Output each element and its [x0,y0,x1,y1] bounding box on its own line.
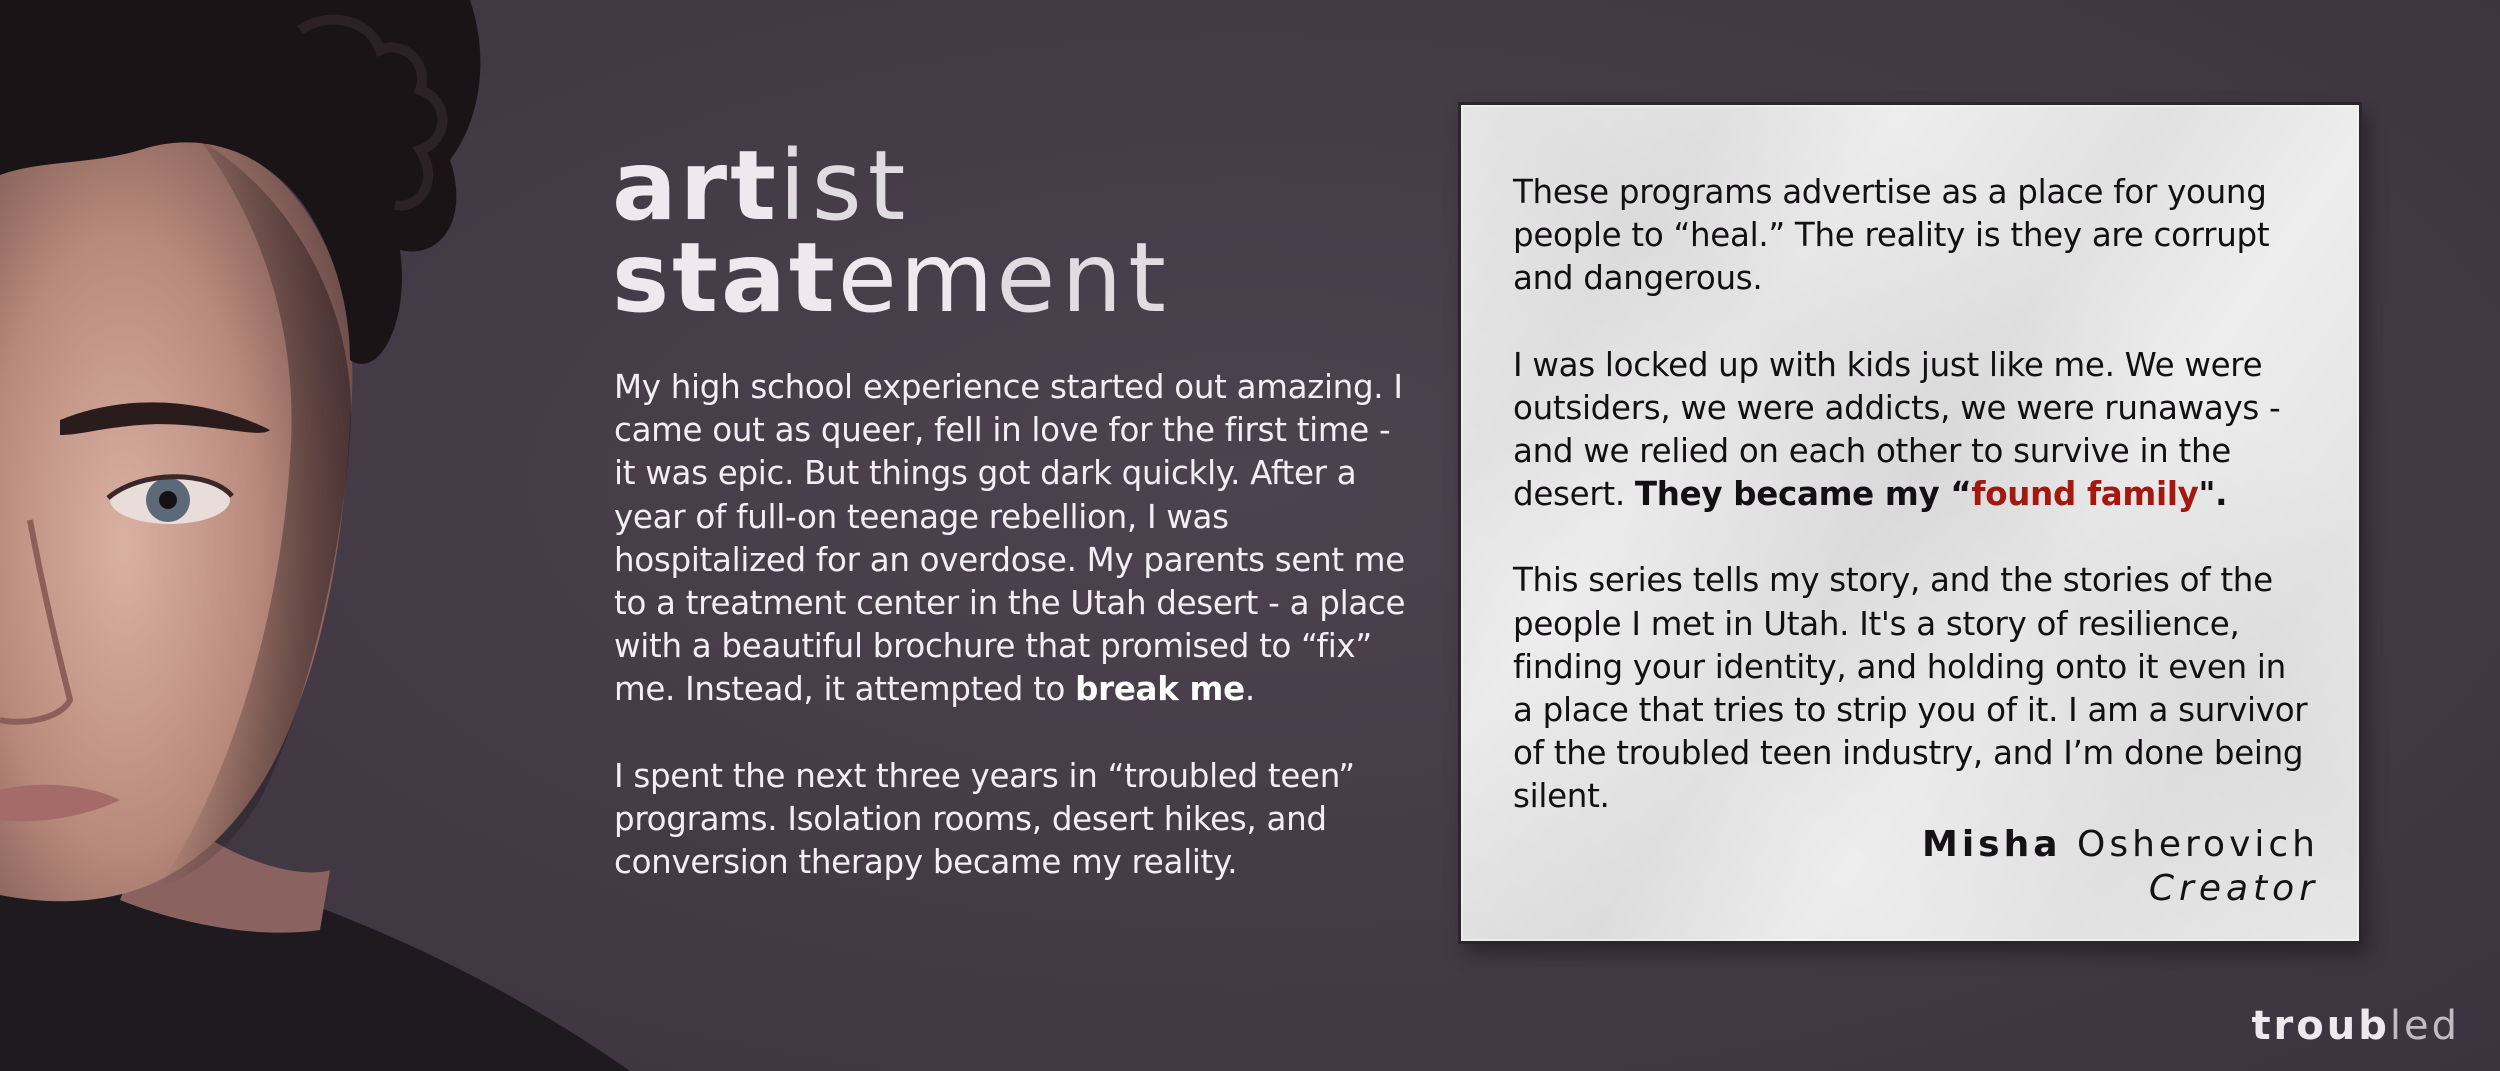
signature-name [1922,823,2319,867]
story-p1-end: . [1244,670,1255,709]
paper-text [1513,171,2313,862]
paper-p2-close: ". [2198,475,2228,514]
title-line-artist [612,130,1172,242]
title-statement-light: ent [996,222,1172,334]
paper-paragraph-3: This series tells my story, and the stories of the people I met in Utah. It's a story of resilience, finding your identity, and holding onto it even in a place that tries to strip you of it. I am a survivor of the troubled teen industry, and I’m done being silent. [1513,561,2308,816]
portrait-photo [0,0,640,1071]
story-paragraph-2: I spent the next three years in “troubled teen” programs. Isolation rooms, desert hikes, and conversion therapy became my reality. [614,756,1355,882]
signature-block [1922,823,2319,911]
found-family-accent: found family [1971,475,2199,514]
story-p1-emphasis: break me [1075,670,1245,709]
story-text [614,366,1414,927]
portrait-illustration [0,0,640,1071]
story-p1-text: My high school experience started out amazing. I came out as queer, fell in love for the first time - it was epic. But things got dark quickly. After a year of full-on teenage rebellion, I was hospitalized for an overdose. My parents sent me to a treatment center in the Utah desert - a place with a beautiful brochure that promised to “fix” me. Instead, it attempted to [614,368,1406,709]
title-line-statement [612,222,1172,334]
title-statement-medium: em [837,222,997,334]
eye-pupil [159,491,177,509]
signature-role: Creator [2148,868,2319,909]
paper-card [1458,102,2362,944]
paper-p2-text: I was locked up with kids just like me. We were outsiders, we were addicts, we were runaways - and we relied on each other to survive in the desert. [1513,345,2281,514]
title-statement-bold: stat [612,222,838,334]
paper-p2-bold: They became my “ [1634,475,1972,514]
paper-paragraph-2 [1513,344,2313,517]
logo-bold-part: troub [2251,1003,2390,1049]
signature-first-name: Misha [1922,824,2062,865]
title-artist-bold: art [612,130,780,242]
signature-last-name: Osherovich [2076,824,2319,865]
paper-paragraph-1: These programs advertise as a place for young people to “heal.” The reality is they are corrupt and dangerous. [1513,173,2270,298]
page-title [612,130,1172,334]
story-paragraph-1 [614,366,1414,712]
logo-light-part: led [2389,1003,2460,1049]
troubled-logo [2251,1003,2460,1049]
title-artist-light: ist [779,130,912,242]
